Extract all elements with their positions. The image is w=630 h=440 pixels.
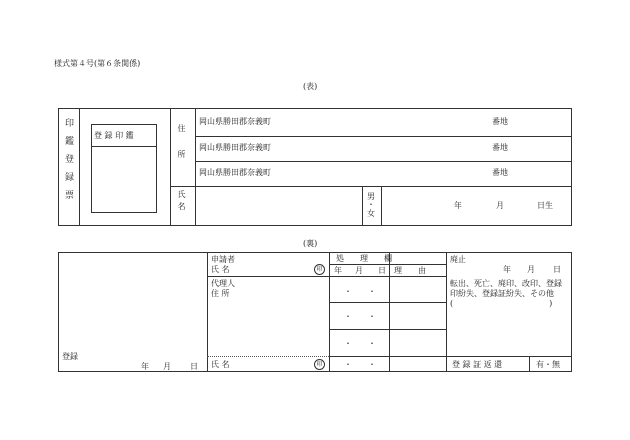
registration-month-label: 月 xyxy=(163,362,171,371)
address-name-line xyxy=(170,186,572,187)
birth-day-label: 日生 xyxy=(537,201,553,210)
seal-box-header-line xyxy=(91,146,157,147)
processing-date-4: ・ ・ xyxy=(344,360,376,369)
processing-year-label: 年 xyxy=(334,266,342,275)
agent-address-label: 住 所 xyxy=(211,289,230,298)
processing-subheader-line xyxy=(329,264,446,265)
abolish-reasons-line-3: ( ) xyxy=(450,299,553,308)
name-label: 氏名 xyxy=(177,190,186,214)
abolish-label: 廃止 xyxy=(450,255,466,264)
processing-reason-label: 理 由 xyxy=(394,266,426,275)
address-row-2-suffix: 番地 xyxy=(492,143,508,152)
sex-separator: ・ xyxy=(367,200,375,209)
abolish-day-label: 日 xyxy=(553,265,561,274)
sex-female-label: 女 xyxy=(367,209,375,218)
processing-row-line-2 xyxy=(329,329,446,330)
processing-day-label: 日 xyxy=(378,266,386,275)
processing-date-1: ・ ・ xyxy=(344,287,376,296)
processing-row-line-3 xyxy=(329,356,572,357)
back-divider-registration xyxy=(207,252,208,372)
abolish-year-label: 年 xyxy=(503,265,511,274)
name-sex-divider xyxy=(362,186,363,226)
processing-month-label: 月 xyxy=(355,266,363,275)
agent-seal-mark: 印 xyxy=(314,359,325,370)
registration-label: 登録 xyxy=(62,352,78,361)
processing-date-2: ・ ・ xyxy=(344,312,376,321)
cert-return-label: 登 録 証 返 還 xyxy=(452,360,503,369)
abolish-reasons-line-2: 印紛失、登録証紛失、その他 xyxy=(450,289,554,298)
address-row-2: 岡山県勝田郡奈義町 xyxy=(199,143,271,152)
birth-month-label: 月 xyxy=(496,201,504,210)
address-row-line-2 xyxy=(195,161,572,162)
applicant-label: 申請者 xyxy=(211,255,235,264)
applicant-name-label: 氏 名 xyxy=(211,265,230,274)
abolish-reasons-line-1: 転出、死亡、廃印、改印、登録 xyxy=(450,279,562,288)
cert-return-divider xyxy=(529,356,530,372)
agent-label: 代理人 xyxy=(211,279,235,288)
processing-date-3: ・ ・ xyxy=(344,339,376,348)
sex-birth-divider xyxy=(381,186,382,226)
address-row-3-suffix: 番地 xyxy=(492,168,508,177)
processing-row-line-1 xyxy=(329,302,446,303)
back-divider-date-reason xyxy=(389,252,390,372)
front-divider-seal xyxy=(170,108,171,226)
address-row-1: 岡山県勝田郡奈義町 xyxy=(199,117,271,126)
applicant-seal-mark: 印 xyxy=(314,264,325,275)
form-label: 様式第４号(第６条関係) xyxy=(54,59,141,68)
back-header-line xyxy=(207,276,446,277)
abolish-month-label: 月 xyxy=(527,265,535,274)
back-heading: (裏) xyxy=(303,239,318,248)
cert-return-value: 有・無 xyxy=(536,360,560,369)
registration-year-label: 年 xyxy=(141,362,149,371)
sex-male-label: 男 xyxy=(367,192,375,201)
birth-year-label: 年 xyxy=(454,201,462,210)
address-label: 住所 xyxy=(177,124,186,176)
registration-day-label: 日 xyxy=(190,362,198,371)
registered-seal-label: 登 録 印 鑑 xyxy=(94,131,134,140)
back-divider-applicant xyxy=(329,252,330,372)
address-row-1-suffix: 番地 xyxy=(492,117,508,126)
address-row-line-1 xyxy=(195,136,572,137)
agent-dotted-line xyxy=(207,356,329,357)
address-row-3: 岡山県勝田郡奈義町 xyxy=(199,168,271,177)
front-divider-side xyxy=(79,108,80,226)
back-divider-processing xyxy=(446,252,447,372)
agent-name-label: 氏 名 xyxy=(211,360,230,369)
front-heading: (表) xyxy=(303,82,318,91)
processing-header: 処 理 欄 xyxy=(336,254,392,263)
front-divider-labels xyxy=(195,108,196,226)
seal-registration-card-label: 印鑑登録票 xyxy=(63,118,73,208)
